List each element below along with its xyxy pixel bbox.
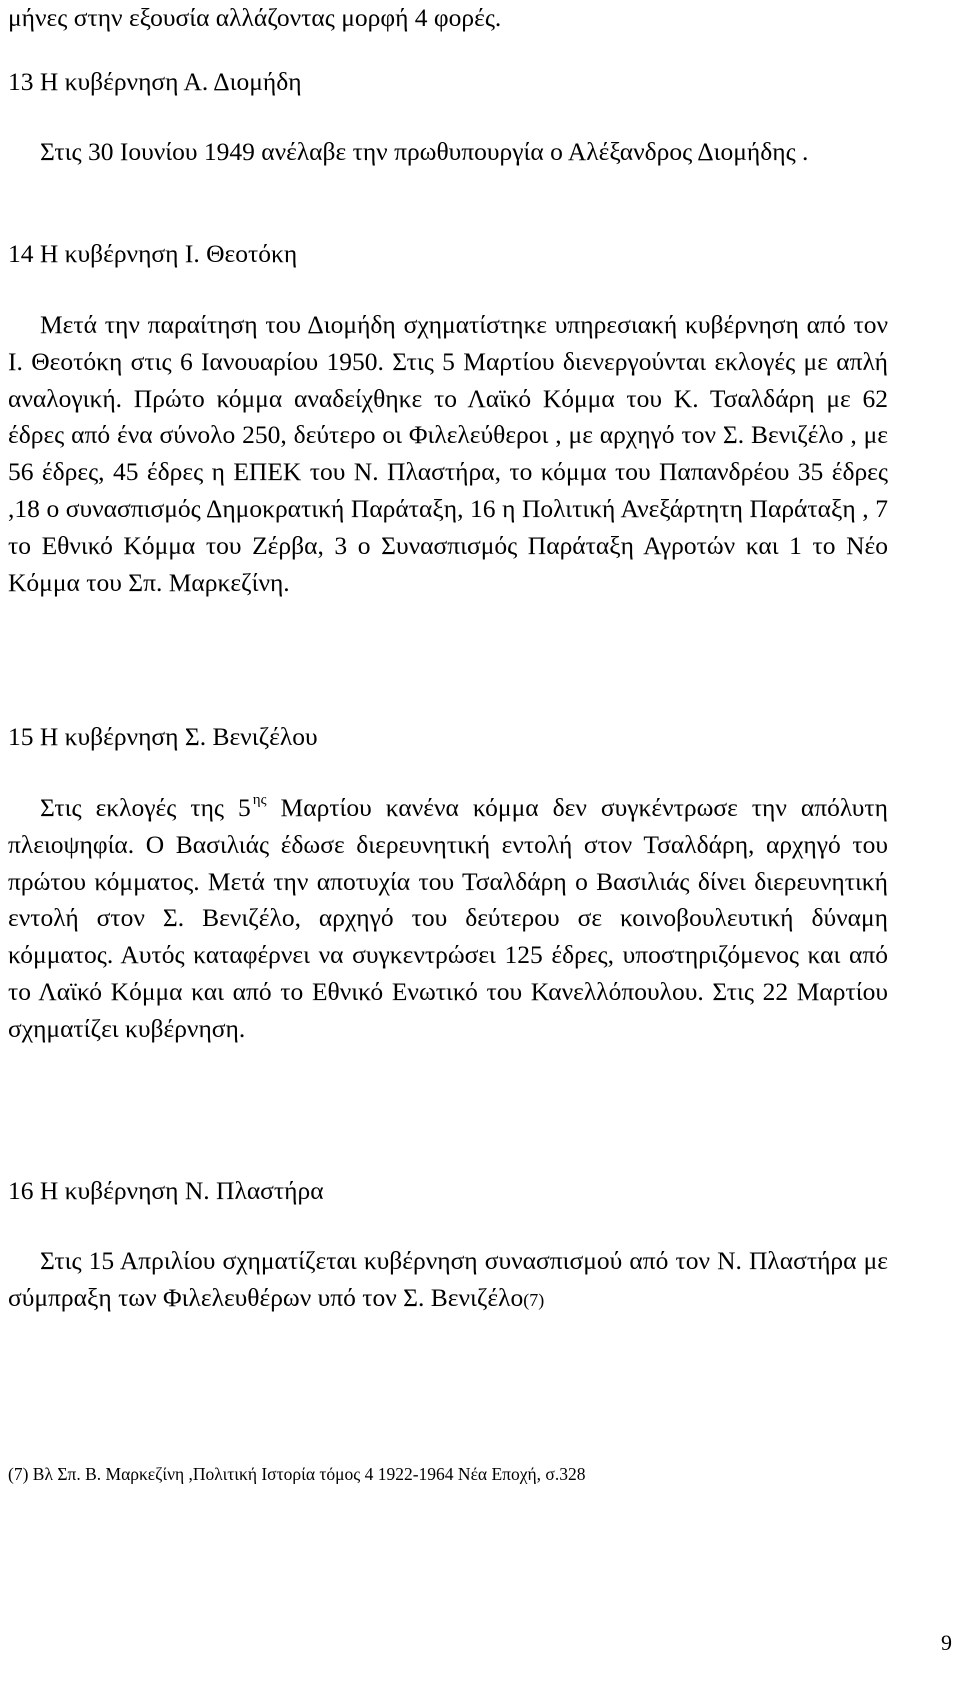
section-heading-13: 13 Η κυβέρνηση Α. Διομήδη xyxy=(8,67,302,96)
footnote-reference: (7) xyxy=(523,1289,545,1310)
paragraph-rest-text: Μαρτίου κανένα κόμμα δεν συγκέντρωσε την απόλυτη πλειοψηφία. Ο Βασιλιάς έδωσε διερευνητική εντολή στον Τσαλδάρη, αρχηγό του πρώτου κόμματος. Μετά την αποτυχία του Τσαλδάρη ο Βασιλιάς δίνει διερευνητική εντολή στον Σ. Βενιζέλο, αρχηγό του δεύτερου σε κοινοβουλευτική δύναμη κόμματος. Αυτός καταφέρνει να συγκεντρώσει 125 έδρες, υποστηριζόμενος και από το Λαϊκό Κόμμα και από το Εθνικό Ενωτικό του Κανελλόπουλου. Στις 22 Μαρτίου σχηματίζει κυβέρνηση. xyxy=(8,793,889,1043)
footnote-text: (7) Βλ Σπ. Β. Μαρκεζίνη ,Πολιτική Ιστορία τόμος 4 1922-1964 Νέα Εποχή, σ.328 xyxy=(8,1464,586,1484)
section-paragraph-13: Στις 30 Ιουνίου 1949 ανέλαβε την πρωθυπουργία ο Αλέξανδρος Διομήδης . xyxy=(40,137,809,166)
paragraph-start-text: Στις εκλογές της 5 xyxy=(40,793,251,822)
section-heading-16: 16 Η κυβέρνηση Ν. Πλαστήρα xyxy=(8,1176,324,1205)
section-paragraph-16 xyxy=(8,1243,888,1319)
section-paragraph-14: Μετά την παραίτηση του Διομήδη σχηματίστηκε υπηρεσιακή κυβέρνηση από τον Ι. Θεοτόκη στις 6 Ιανουαρίου 1950. Στις 5 Μαρτίου διενεργούνται εκλογές με απλή αναλογική. Πρώτο κόμμα αναδείχθηκε το Λαϊκό Κόμμα του Κ. Τσαλδάρη με 62 έδρες από ένα σύνολο 250, δεύτερο οι Φιλελεύθεροι , με αρχηγό τον Σ. Βενιζέλο , με 56 έδρες, 45 έδρες η ΕΠΕΚ του Ν. Πλαστήρα, το κόμμα του Παπανδρέου 35 έδρες ,18 ο συνασπισμός Δημοκρατική Παράταξη, 16 η Πολιτική Ανεξάρτητη Παράταξη , 7 το Εθνικό Κόμμα του Ζέρβα, 3 ο Συνασπισμός Παράταξη Αγροτών και 1 το Νέο Κόμμα του Σπ. Μαρκεζίνη. xyxy=(8,310,888,597)
section-heading-14: 14 Η κυβέρνηση Ι. Θεοτόκη xyxy=(8,239,298,268)
section-paragraph-15 xyxy=(8,790,888,1048)
page-number: 9 xyxy=(941,1630,952,1655)
section-heading-15: 15 Η κυβέρνηση Σ. Βενιζέλου xyxy=(8,722,318,751)
continued-text-line: μήνες στην εξουσία αλλάζοντας μορφή 4 φορές. xyxy=(8,3,502,32)
ordinal-suffix: ης xyxy=(252,792,267,808)
paragraph-text: Στις 15 Απριλίου σχηματίζεται κυβέρνηση συνασπισμού από τον Ν. Πλαστήρα με σύμπραξη των Φιλελευθέρων υπό τον Σ. Βενιζέλο xyxy=(8,1246,888,1312)
